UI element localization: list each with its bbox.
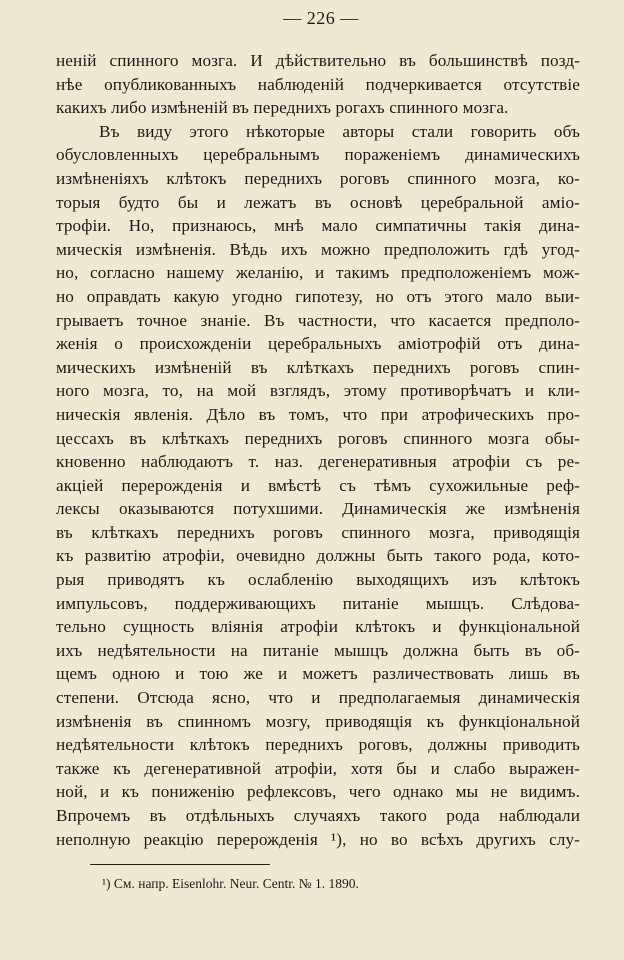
text-line: нѣе опубликованныхъ наблюденій подчеркивается отсутствіе — [56, 74, 580, 94]
text-line: степени. Отсюда ясно, что и предполагаемыя динамическія — [56, 688, 580, 708]
text-line: Впрочемъ въ отдѣльныхъ случаяхъ такого рода наблюдали — [56, 806, 580, 825]
page-number: — 226 — — [283, 8, 359, 28]
text-line: какихъ либо измѣненій въ переднихъ рогахъ спинного мозга. — [56, 98, 509, 118]
text-line: женія о происхожденіи церебральныхъ аміотрофій отъ дина- — [56, 334, 580, 354]
text-line: мическія измѣненія. Вѣдь ихъ можно предположить гдѣ угод- — [56, 239, 580, 259]
text-line: тельно сущность вліянія атрофіи клѣтокъ и функціональной — [56, 617, 580, 637]
text-line: измѣненіяхъ клѣтокъ переднихъ роговъ спинного мозга, ко- — [56, 168, 580, 188]
text-line: Въ виду этого нѣкоторые авторы стали говорить объ — [99, 121, 580, 141]
text-line: неній спинного мозга. И дѣйствительно въ большинствѣ позд- — [56, 51, 580, 70]
footnote-separator — [90, 864, 270, 865]
body-text — [56, 49, 580, 851]
text-line: кновенно наблюдаютъ т. наз. дегенеративныя атрофіи съ ре- — [56, 452, 580, 472]
text-line: къ развитію атрофіи, очевидно должны быть такого рода, кото- — [56, 546, 580, 566]
text-line: торыя будто бы и лежатъ въ основѣ церебральной аміо- — [56, 192, 580, 212]
text-line: но оправдать какую угодно гипотезу, но отъ этого мало выи- — [56, 286, 580, 306]
text-line: акціей перерожденія и вмѣстѣ съ тѣмъ сухожильные реф- — [56, 475, 580, 495]
text-line: цессахъ въ клѣткахъ переднихъ роговъ спинного мозга обы- — [56, 428, 580, 448]
text-line: измѣненія въ спинномъ мозгу, приводящія къ функціональной — [56, 711, 580, 731]
text-line: въ клѣткахъ переднихъ роговъ спинного мозга, приводящія — [56, 522, 580, 542]
text-line: ной, и къ пониженію рефлексовъ, чего однако мы не видимъ. — [56, 782, 580, 802]
text-line: ническія явленія. Дѣло въ томъ, что при атрофическихъ про- — [56, 404, 580, 424]
text-line: щемъ одною и тою же и можетъ различествовать лишь въ — [56, 664, 580, 684]
text-line: неполную реакцію перерожденія ¹), но во всѣхъ другихъ слу- — [56, 829, 580, 849]
text-line: ного мозга, то, на мой взглядъ, этому противорѣчатъ и кли- — [56, 381, 580, 401]
text-line: обусловленныхъ церебральнымъ пораженіемъ динамическихъ — [56, 145, 580, 165]
text-line: но, согласно нашему желанію, и такимъ предположеніемъ мож- — [56, 263, 580, 283]
text-line: рыя приводятъ къ ослабленію выходящихъ изъ клѣтокъ — [56, 570, 580, 590]
text-line: недѣятельности клѣтокъ переднихъ роговъ, должны приводить — [56, 735, 580, 755]
text-line: импульсовъ, поддерживающихъ питаніе мышцъ. Слѣдова- — [56, 593, 580, 613]
text-line: грываетъ точное знаніе. Въ частности, что касается предполо- — [56, 310, 580, 330]
text-line: также къ дегенеративной атрофіи, хотя бы и слабо выражен- — [56, 758, 580, 778]
text-line: лексы оказываются потухшими. Динамическія же измѣненія — [56, 499, 580, 519]
text-line: ихъ недѣятельности на питаніе мышцъ должна быть въ об- — [56, 640, 580, 660]
text-line: трофіи. Но, признаюсь, мнѣ мало симпатичны такія дина- — [56, 216, 580, 236]
footnote: ¹) См. напр. Eisenlohr. Neur. Centr. № 1. 1890. — [102, 876, 359, 892]
text-line: мическихъ измѣненій въ клѣткахъ переднихъ роговъ спин- — [56, 357, 580, 377]
